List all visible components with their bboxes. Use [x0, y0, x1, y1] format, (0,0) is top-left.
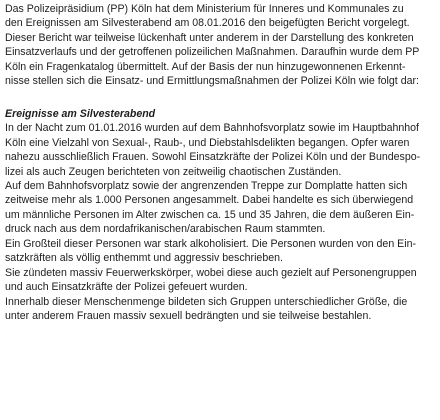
text-line: Innerhalb dieser Menschenmenge bildeten sich Gruppen unterschiedlicher Größe, die — [5, 295, 408, 308]
paragraph-spacer — [5, 89, 436, 107]
text-line: um männliche Personen im Alter zwischen ca. 15 und 35 Jahren, die dem äußeren Ein- — [5, 208, 415, 221]
text-line: lizei als auch Zeugen berichteten von zeitweilig chaotischen Zuständen. — [5, 165, 342, 178]
text-line: Sie zündeten massiv Feuerwerkskörper, wobei diese auch gezielt auf Personengruppen — [5, 266, 417, 279]
text-line: den Ereignissen am Silvesterabend am 08.01.2016 den beigefügten Bericht vorgelegt. — [5, 17, 410, 30]
text-line: In der Nacht zum 01.01.2016 wurden auf dem Bahnhofsvorplatz sowie im Hauptbahnhof — [5, 122, 419, 135]
text-line: und auch Einsatzkräfte der Polizei gefeuert wurden. — [5, 281, 248, 294]
text-line: Einsatzverlaufs und der getroffenen polizeilichen Maßnahmen. Daraufhin wurde dem PP — [5, 46, 420, 59]
text-line: Dieser Bericht war teilweise lückenhaft unter anderem in der Darstellung des konkreten — [5, 31, 414, 44]
section-body — [5, 121, 436, 323]
text-line: Das Polizeipräsidium (PP) Köln hat dem Ministerium für Inneres und Kommunales zu — [5, 3, 404, 15]
text-line: unter anderem Frauen massiv sexuell bedrängten und sie teilweise bestahlen. — [5, 310, 372, 323]
text-line: Auf dem Bahnhofsvorplatz sowie der angrenzenden Treppe zur Domplatte hatten sich — [5, 179, 408, 192]
text-line: satzkräften als völlig enthemmt und aggressiv beschrieben. — [5, 252, 283, 265]
text-line: nahezu ausschließlich Frauen. Sowohl Einsatzkräfte der Polizei Köln und der Bundespo- — [5, 151, 421, 164]
text-line: druck nach aus dem nordafrikanischen/arabischen Raum stammten. — [5, 223, 326, 236]
text-line: nisse stellen sich die Einsatz- und Ermittlungsmaßnahmen der Polizei Köln wie folgt dar: — [5, 75, 419, 88]
text-line: Köln ein Fragenkatalog übermittelt. Auf der Basis der nun hinzugewonnenen Erkennt- — [5, 60, 406, 73]
text-line: zeitweise mehr als 1.000 Personen angesammelt. Dabei handelte es sich überwiegend — [5, 194, 414, 207]
text-line: Köln eine Vielzahl von Sexual-, Raub-, und Diebstahlsdelikten begangen. Opfer waren — [5, 136, 410, 149]
intro-paragraph — [5, 2, 436, 89]
text-line: Ein Großteil dieser Personen war stark alkoholisiert. Die Personen wurden von den Ein- — [5, 237, 416, 250]
section-heading: Ereignisse am Silvesterabend — [5, 107, 156, 120]
